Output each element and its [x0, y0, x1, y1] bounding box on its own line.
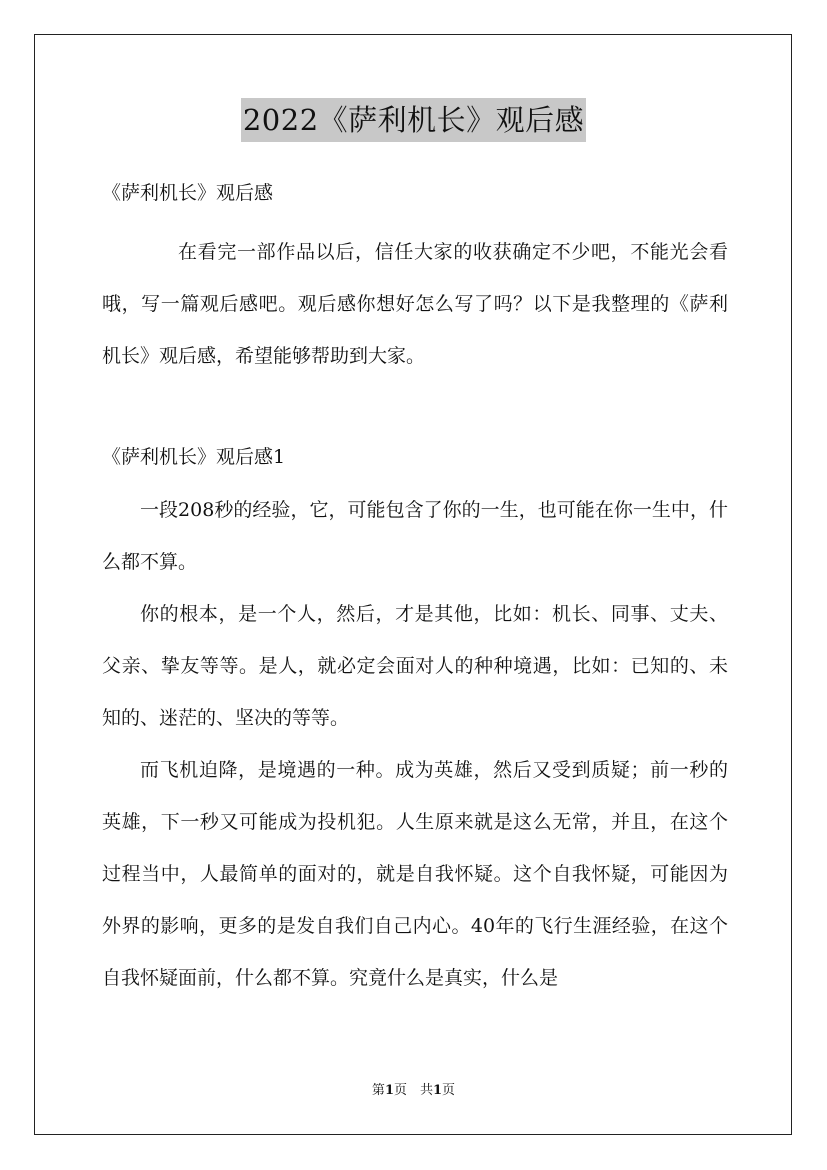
title-container [0, 98, 827, 142]
body-paragraph: 一段208秒的经验，它，可能包含了你的一生，也可能在你一生中，什么都不算。 [102, 499, 728, 573]
page-label-prefix: 第 [371, 1083, 385, 1098]
document-title: 2022《萨利机长》观后感 [241, 98, 586, 142]
page-label-suffix: 页 [442, 1083, 456, 1098]
document-body [102, 172, 728, 1004]
section1-heading: 《萨利机长》观后感1 [102, 446, 286, 468]
section-gap [102, 382, 728, 436]
page-total-number: 1 [433, 1083, 443, 1098]
page-footer [0, 1082, 827, 1100]
body-paragraph: 而飞机迫降，是境遇的一种。成为英雄，然后又受到质疑；前一秒的英雄，下一秒又可能成为投机犯。人生原来就是这么无常，并且，在这个过程当中，人最简单的面对的，就是自我怀疑。这个自我怀疑，可能因为外界的影响，更多的是发自我们自己内心。40年的飞行生涯经验，在这个自我怀疑面前，什么都不算。究竟什么是真实，什么是 [102, 759, 728, 989]
intro-paragraph: 在看完一部作品以后，信任大家的收获确定不少吧，不能光会看哦，写一篇观后感吧。观后感你想好怎么写了吗？以下是我整理的《萨利机长》观后感，希望能够帮助到大家。 [102, 241, 728, 367]
page-label-mid: 页 共 [393, 1083, 433, 1098]
page-current-number: 1 [384, 1083, 394, 1098]
intro-heading: 《萨利机长》观后感 [102, 182, 274, 204]
body-paragraph: 你的根本，是一个人，然后，才是其他，比如：机长、同事、丈夫、父亲、挚友等等。是人，就必定会面对人的种种境遇，比如：已知的、未知的、迷茫的、坚决的等等。 [102, 603, 728, 729]
